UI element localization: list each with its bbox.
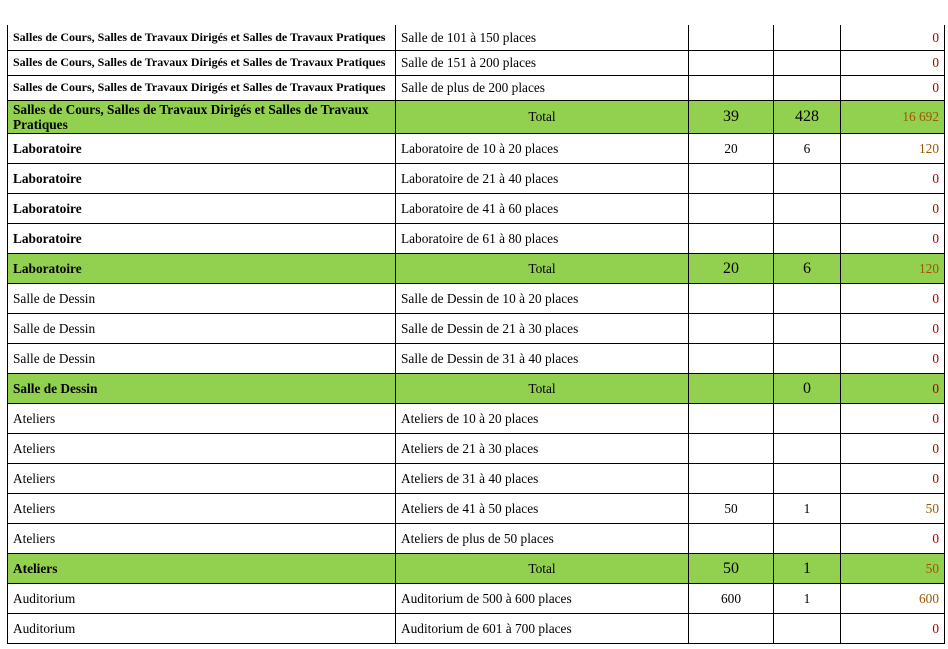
description-cell: Total — [396, 373, 689, 403]
places-cell — [689, 50, 774, 75]
places-cell: 600 — [689, 583, 774, 613]
table-row — [8, 343, 945, 373]
category-cell: Laboratoire — [8, 253, 396, 283]
category-cell: Salles de Cours, Salles de Travaux Dirigés et Salles de Travaux Pratiques — [8, 75, 396, 100]
table-row — [8, 25, 945, 50]
description-cell: Ateliers de 21 à 30 places — [396, 433, 689, 463]
description-cell: Salle de plus de 200 places — [396, 75, 689, 100]
total-seats-cell: 120 — [841, 253, 945, 283]
room-count-cell: 1 — [774, 583, 841, 613]
room-count-cell: 0 — [774, 373, 841, 403]
description-cell: Total — [396, 100, 689, 133]
category-cell: Laboratoire — [8, 133, 396, 163]
room-count-cell — [774, 163, 841, 193]
table-row — [8, 193, 945, 223]
table-row — [8, 313, 945, 343]
category-cell: Salle de Dessin — [8, 343, 396, 373]
table-row — [8, 613, 945, 643]
room-count-cell: 1 — [774, 493, 841, 523]
description-cell: Auditorium de 500 à 600 places — [396, 583, 689, 613]
table-row — [8, 463, 945, 493]
room-capacity-table — [7, 25, 945, 644]
total-seats-cell: 0 — [841, 223, 945, 253]
places-cell — [689, 463, 774, 493]
room-count-cell — [774, 523, 841, 553]
room-count-cell — [774, 75, 841, 100]
places-cell: 39 — [689, 100, 774, 133]
category-cell: Auditorium — [8, 583, 396, 613]
room-count-cell — [774, 613, 841, 643]
total-seats-cell: 0 — [841, 373, 945, 403]
room-count-cell: 6 — [774, 133, 841, 163]
room-count-cell — [774, 193, 841, 223]
places-cell — [689, 373, 774, 403]
room-count-cell: 428 — [774, 100, 841, 133]
total-seats-cell: 50 — [841, 553, 945, 583]
room-count-cell — [774, 343, 841, 373]
places-cell: 20 — [689, 253, 774, 283]
total-seats-cell: 0 — [841, 613, 945, 643]
description-cell: Salle de 101 à 150 places — [396, 25, 689, 50]
category-cell: Ateliers — [8, 493, 396, 523]
description-cell: Ateliers de 31 à 40 places — [396, 463, 689, 493]
room-count-cell: 6 — [774, 253, 841, 283]
places-cell — [689, 163, 774, 193]
table-row — [8, 223, 945, 253]
places-cell — [689, 433, 774, 463]
category-cell: Auditorium — [8, 613, 396, 643]
table-row — [8, 75, 945, 100]
category-cell: Ateliers — [8, 463, 396, 493]
description-cell: Total — [396, 553, 689, 583]
total-seats-cell: 0 — [841, 463, 945, 493]
category-cell: Salles de Cours, Salles de Travaux Dirigés et Salles de Travaux Pratiques — [8, 25, 396, 50]
places-cell — [689, 343, 774, 373]
total-row — [8, 553, 945, 583]
total-seats-cell: 16 692 — [841, 100, 945, 133]
places-cell — [689, 403, 774, 433]
description-cell: Ateliers de 41 à 50 places — [396, 493, 689, 523]
category-cell: Ateliers — [8, 403, 396, 433]
places-cell — [689, 313, 774, 343]
room-count-cell — [774, 403, 841, 433]
places-cell — [689, 223, 774, 253]
total-row — [8, 373, 945, 403]
total-seats-cell: 0 — [841, 193, 945, 223]
room-count-cell — [774, 50, 841, 75]
room-count-cell — [774, 313, 841, 343]
table-row — [8, 283, 945, 313]
description-cell: Laboratoire de 21 à 40 places — [396, 163, 689, 193]
table-row — [8, 493, 945, 523]
room-count-cell — [774, 283, 841, 313]
total-seats-cell: 0 — [841, 433, 945, 463]
category-cell: Salle de Dessin — [8, 373, 396, 403]
category-cell: Ateliers — [8, 523, 396, 553]
total-seats-cell: 0 — [841, 283, 945, 313]
description-cell: Auditorium de 601 à 700 places — [396, 613, 689, 643]
description-cell: Laboratoire de 10 à 20 places — [396, 133, 689, 163]
total-seats-cell: 0 — [841, 403, 945, 433]
total-seats-cell: 0 — [841, 75, 945, 100]
room-count-cell — [774, 223, 841, 253]
room-count-cell — [774, 433, 841, 463]
places-cell: 20 — [689, 133, 774, 163]
total-seats-cell: 600 — [841, 583, 945, 613]
total-row — [8, 100, 945, 133]
places-cell — [689, 193, 774, 223]
places-cell — [689, 25, 774, 50]
description-cell: Laboratoire de 61 à 80 places — [396, 223, 689, 253]
room-count-cell: 1 — [774, 553, 841, 583]
category-cell: Salles de Cours, Salles de Travaux Dirigés et Salles de Travaux Pratiques — [8, 100, 396, 133]
category-cell: Salle de Dessin — [8, 283, 396, 313]
places-cell: 50 — [689, 493, 774, 523]
description-cell: Salle de Dessin de 31 à 40 places — [396, 343, 689, 373]
places-cell — [689, 523, 774, 553]
category-cell: Laboratoire — [8, 193, 396, 223]
description-cell: Ateliers de plus de 50 places — [396, 523, 689, 553]
total-row — [8, 253, 945, 283]
table-row — [8, 523, 945, 553]
total-seats-cell: 0 — [841, 163, 945, 193]
category-cell: Ateliers — [8, 433, 396, 463]
table-row — [8, 50, 945, 75]
description-cell: Salle de Dessin de 21 à 30 places — [396, 313, 689, 343]
category-cell: Ateliers — [8, 553, 396, 583]
category-cell: Salle de Dessin — [8, 313, 396, 343]
places-cell: 50 — [689, 553, 774, 583]
description-cell: Salle de Dessin de 10 à 20 places — [396, 283, 689, 313]
description-cell: Total — [396, 253, 689, 283]
total-seats-cell: 0 — [841, 343, 945, 373]
total-seats-cell: 0 — [841, 313, 945, 343]
places-cell — [689, 283, 774, 313]
table-row — [8, 133, 945, 163]
table-row — [8, 433, 945, 463]
table-row — [8, 583, 945, 613]
room-count-cell — [774, 25, 841, 50]
room-count-cell — [774, 463, 841, 493]
total-seats-cell: 120 — [841, 133, 945, 163]
table-row — [8, 403, 945, 433]
category-cell: Laboratoire — [8, 163, 396, 193]
places-cell — [689, 75, 774, 100]
places-cell — [689, 613, 774, 643]
total-seats-cell: 0 — [841, 523, 945, 553]
description-cell: Laboratoire de 41 à 60 places — [396, 193, 689, 223]
total-seats-cell: 50 — [841, 493, 945, 523]
table-row — [8, 163, 945, 193]
category-cell: Laboratoire — [8, 223, 396, 253]
total-seats-cell: 0 — [841, 50, 945, 75]
category-cell: Salles de Cours, Salles de Travaux Dirigés et Salles de Travaux Pratiques — [8, 50, 396, 75]
description-cell: Salle de 151 à 200 places — [396, 50, 689, 75]
table-body — [8, 25, 945, 643]
total-seats-cell: 0 — [841, 25, 945, 50]
description-cell: Ateliers de 10 à 20 places — [396, 403, 689, 433]
